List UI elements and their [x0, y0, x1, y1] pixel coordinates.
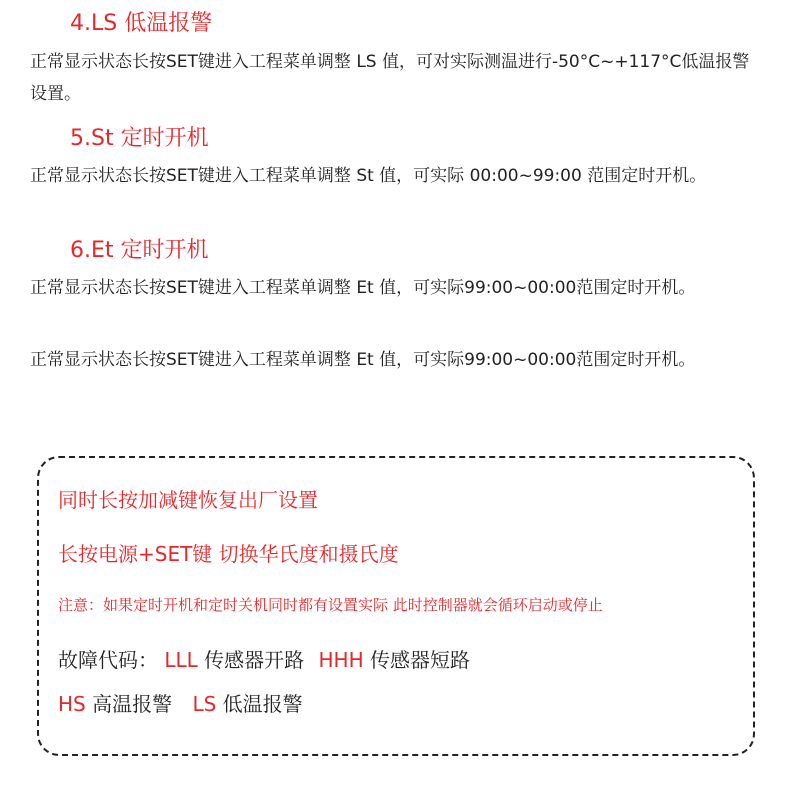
fault-label: 故障代码： — [58, 648, 158, 672]
section-ls-text: 正常显示状态长按SET键进入工程菜单调整 LS 值，可对实际测温进行-50°C~+117°C低温报警设置。 — [30, 52, 750, 104]
fault-desc-hhh: 传感器短路 — [370, 648, 470, 672]
section-et-text: 正常显示状态长按SET键进入工程菜单调整 Et 值，可实际99:00~00:00范围定时开机。 — [30, 278, 696, 298]
warning-note: 注意：如果定时开机和定时关机同时都有设置实际 此时控制器就会循环启动或停止 — [58, 596, 603, 614]
fault-code-lll: LLL — [164, 648, 198, 672]
fault-desc-ls: 低温报警 — [222, 692, 303, 716]
extra-paragraph: 正常显示状态长按SET键进入工程菜单调整 Et 值，可实际99:00~00:00范围定时开机。 — [30, 350, 696, 370]
unit-switch-note: 长按电源+SET键 切换华氏度和摄氏度 — [58, 542, 399, 566]
fault-desc-lll: 传感器开路 — [204, 648, 305, 672]
fault-code-hhh: HHH — [318, 648, 364, 672]
fault-desc-hs: 高温报警 — [92, 692, 173, 716]
section-st-text: 正常显示状态长按SET键进入工程菜单调整 St 值，可实际 00:00~99:00 范围定时开机。 — [30, 166, 707, 186]
reset-note: 同时长按加减键恢复出厂设置 — [58, 488, 318, 512]
fault-codes-line-2 — [58, 690, 303, 718]
section-st-heading: 5.St 定时开机 — [70, 126, 209, 151]
section-et-heading: 6.Et 定时开机 — [70, 238, 209, 263]
section-ls-heading: 4.LS 低温报警 — [70, 11, 213, 36]
fault-code-hs: HS — [58, 692, 86, 716]
fault-code-ls: LS — [192, 692, 217, 716]
fault-codes-line-1 — [58, 646, 470, 674]
